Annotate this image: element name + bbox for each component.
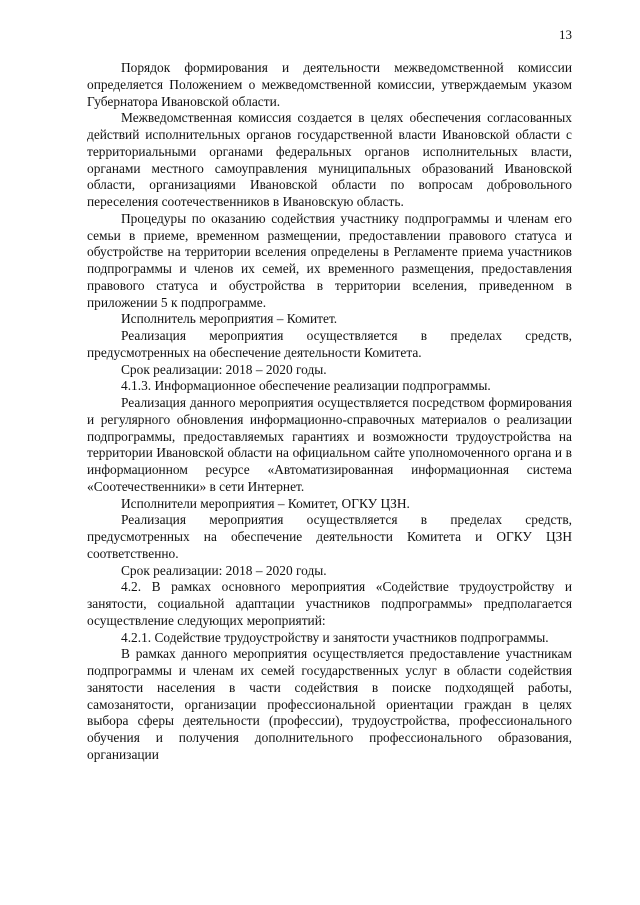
paragraph: Межведомственная комиссия создается в целях обеспечения согласованных действий исполнительных органов государственной власти Ивановской области с территориальными органами федеральных органов исполнительных власти, органами местного самоуправления муниципальных образований Ивановской области, организациями Ивановской области по вопросам добровольного переселения соотечественников в Ивановскую область. xyxy=(87,110,572,209)
paragraph: Реализация данного мероприятия осуществляется посредством формирования и регулярного обновления информационно-справочных материалов о реализации подпрограммы, предоставляемых гарантиях и возможности трудоустройства на территории Ивановской области на официальном сайте уполномоченного органа и в информационном ресурсе «Автоматизированная информационная система «Соотечественники» в сети Интернет. xyxy=(87,395,572,494)
paragraph: Исполнители мероприятия – Комитет, ОГКУ ЦЗН. xyxy=(121,495,410,511)
paragraph: 4.1.3. Информационное обеспечение реализации подпрограммы. xyxy=(121,378,491,394)
paragraph: В рамках данного мероприятия осуществляется предоставление участникам подпрограммы и членам их семей государственных услуг в области содействия занятости населения в части содействия в поиске подходящей работы, самозанятости, организации профессиональной ориентации граждан в целях выбора сферы деятельности (профессии), трудоустройства, профессионального обучения и получения дополнительного профессионального образования, организации xyxy=(87,646,572,762)
paragraph: 4.2.1. Содействие трудоустройству и занятости участников подпрограммы. xyxy=(121,629,549,645)
paragraph: Срок реализации: 2018 – 2020 годы. xyxy=(121,562,327,578)
paragraph: Реализация мероприятия осуществляется в пределах средств, предусмотренных на обеспечение деятельности Комитета. xyxy=(87,328,572,360)
page-number: 13 xyxy=(559,27,572,42)
paragraph: 4.2. В рамках основного мероприятия «Содействие трудоустройству и занятости, социальной адаптации участников подпрограммы» предполагается осуществление следующих мероприятий: xyxy=(87,579,572,628)
document-body xyxy=(87,60,572,764)
paragraph: Процедуры по оказанию содействия участнику подпрограммы и членам его семьи в приеме, временном размещении, предоставлении правового статуса и обустройстве на территории вселения определены в Регламенте приема участников подпрограммы и членов их семей, их временного размещения, предоставления правового статуса и обустройства в территории вселения, приведенном в приложении 5 к подпрограмме. xyxy=(87,210,572,310)
paragraph: Порядок формирования и деятельности межведомственной комиссии определяется Положением о межведомственной комиссии, утверждаемым указом Губернатора Ивановской области. xyxy=(87,60,572,109)
paragraph: Реализация мероприятия осуществляется в пределах средств, предусмотренных на обеспечение деятельности Комитета и ОГКУ ЦЗН соответственно. xyxy=(87,512,572,561)
paragraph: Срок реализации: 2018 – 2020 годы. xyxy=(121,361,327,377)
paragraph: Исполнитель мероприятия – Комитет. xyxy=(121,311,338,327)
